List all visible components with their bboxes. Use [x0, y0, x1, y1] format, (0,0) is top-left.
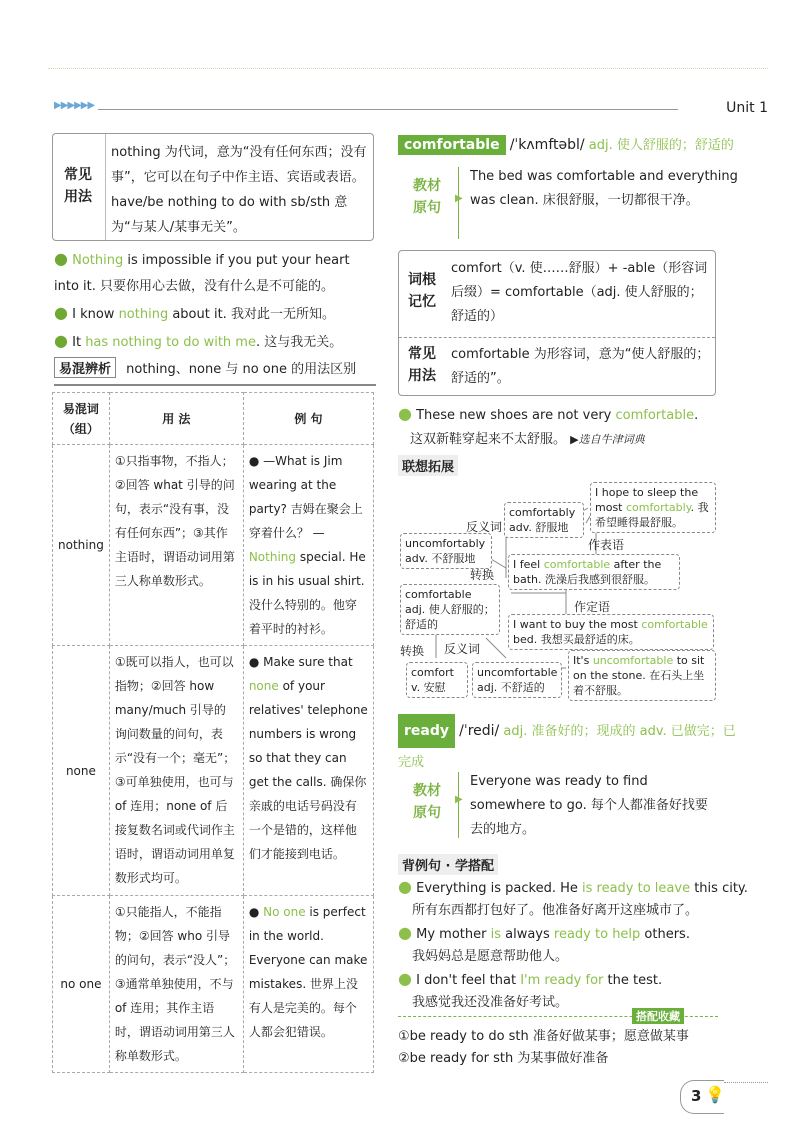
- assoc-example: It's uncomfortable to sit on the stone. 在石头上坐着不舒服。: [568, 650, 716, 701]
- compare-table-wrap: [52, 392, 374, 1073]
- table-example: ● —What is Jim wearing at the party? 吉姆在聚会上穿着什么？ —Nothing special. He is in his usual shirt. 没什么特别的。他穿着平时的衬衫。: [243, 445, 373, 646]
- pattern-item: ● I don't feel that I'm ready for the test.: [398, 969, 663, 988]
- node-comfort: comfort v. 安慰: [406, 662, 468, 698]
- source-sentence-1: [398, 163, 768, 243]
- usage-text-2: comfortable 为形容词，意为“使人舒服的；舒适的”。: [451, 347, 710, 386]
- node-uncomfortably: uncomfortably adv. 不舒服地: [400, 533, 492, 569]
- example-list: [54, 246, 376, 356]
- table-example: ● Make sure that none of your relatives' telephone numbers is wrong so that they can get the calls. 确保你亲戚的电话号码没有一个是错的，这样他们才能接到电话。: [243, 646, 373, 896]
- table-header-row: [53, 393, 374, 445]
- assoc-example: I hope to sleep the most comfortably. 我希望睡得最舒服。: [590, 482, 716, 533]
- definition: adj. 准备好的；现成的 adv. 已做完；已完成: [398, 724, 736, 770]
- triangle-icon: ▶: [455, 794, 463, 805]
- collocation-list: [398, 1026, 738, 1070]
- label-convert: 转换: [470, 568, 495, 582]
- pattern-cn: 我感觉我还没准备好考试。: [412, 995, 569, 1010]
- example-item: ● I know nothing about it. 我对此一无所知。: [54, 303, 335, 322]
- source-sentence-2: [398, 768, 768, 842]
- node-uncomfortable: uncomfortable adj. 不舒适的: [472, 662, 562, 698]
- page-header: [48, 100, 768, 120]
- node-comfortably: comfortably adv. 舒服地: [504, 502, 584, 538]
- lightbulb-icon: 💡: [705, 1085, 725, 1104]
- source-note: ▶选自牛津词典: [570, 433, 645, 446]
- phonetic: /ˈkʌmftəbl/: [509, 137, 585, 153]
- table-usage: ①只能指人，不能指物；②回答 who 引导的问句，表示“没人”；③通常单独使用，不与 of 连用；其作主语时，谓语动词用第三人称单数形式。: [109, 896, 243, 1073]
- assoc-tag: 联想拓展: [398, 455, 458, 476]
- label-convert: 转换: [400, 644, 425, 658]
- table-word: nothing: [53, 445, 110, 646]
- source-label: 教材原句: [413, 783, 441, 821]
- table-row: [53, 896, 374, 1073]
- arrow-decoration-icon: ▶▶▶▶▶▶: [54, 100, 95, 111]
- page-number: 3 💡: [680, 1080, 724, 1114]
- compare-table: [52, 392, 374, 1073]
- table-word: none: [53, 646, 110, 896]
- association-diagram: [396, 478, 768, 700]
- label-antonym: 反义词: [444, 642, 481, 656]
- assoc-example: I feel comfortable after the bath. 洗澡后我感到很舒服。: [508, 554, 680, 590]
- pattern-item: ● Everything is packed. He is ready to leave this city.: [398, 877, 748, 896]
- table-usage: ①只指事物，不指人；②回答 what 引导的问句，表示“没有事，没有任何东西”；③其作主语时，谓语动词用第三人称单数形式。: [109, 445, 243, 646]
- table-row: [53, 445, 374, 646]
- pattern-list: [398, 876, 768, 1014]
- root-text: comfort（v. 使……舒服）+ -able（形容词后缀）= comfortable（adj. 使人舒服的；舒适的）: [451, 261, 708, 324]
- pattern-tag: 背例句 · 学搭配: [398, 854, 498, 875]
- phonetic: /ˈredi/: [459, 723, 500, 739]
- source-text: Everyone was ready to find somewhere to go. 每个人都准备好找要去的地方。: [470, 774, 708, 837]
- node-center: comfortable adj. 使人舒服的；舒适的: [400, 584, 500, 635]
- example-item: ● Nothing is impossible if you put your heart into it. 只要你用心去做，没有什么是不可能的。: [54, 249, 350, 294]
- usage-label-2: 常见用法: [408, 346, 436, 384]
- headword: ready: [398, 714, 455, 748]
- usage-text: nothing 为代词，意为“没有任何东西；没有事”，它可以在句子中作主语、宾语或表语。have/be nothing to do with sb/sth 意为“与某人/某事无关”。: [111, 145, 367, 235]
- usage-box: [52, 133, 374, 241]
- table-word: no one: [53, 896, 110, 1073]
- table-usage: ①既可以指人，也可以指物；②回答 how many/much 引导的询问数量的问句，表示“没有一个；毫无”；③可单独使用，也可与 of 连用；none of 后接复数名词或代词作主语时，谓语动词用单复数形式均可。: [109, 646, 243, 896]
- label-attributive: 作定语: [574, 600, 611, 614]
- table-header: 例 句: [243, 393, 373, 445]
- label-antonym: 反义词: [466, 520, 503, 534]
- collect-tag: 搭配收藏: [632, 1008, 684, 1024]
- table-header: 用 法: [109, 393, 243, 445]
- usage-label: 常见用法: [64, 167, 92, 205]
- top-rule: [48, 68, 768, 69]
- table-row: [53, 646, 374, 896]
- table-header: 易混词（组）: [53, 393, 110, 445]
- triangle-icon: ▶: [455, 193, 463, 204]
- example-item: ● It has nothing to do with me. 这与我无关。: [54, 331, 343, 350]
- root-usage-box: [398, 250, 716, 396]
- assoc-example: I want to buy the most comfortable bed. 我想买最舒适的床。: [508, 614, 714, 650]
- collocation-item: ②be ready for sth 为某事做好准备: [398, 1051, 609, 1066]
- pattern-cn: 所有东西都打包好了。他准备好离开这座城市了。: [412, 903, 699, 918]
- source-text: The bed was comfortable and everything was clean. 床很舒服，一切都很干净。: [470, 169, 738, 208]
- collocation-item: ①be ready to do sth 准备好做某事；愿意做某事: [398, 1029, 689, 1044]
- pattern-cn: 我妈妈总是愿意帮助他人。: [412, 949, 569, 964]
- word-comfortable-head: [398, 134, 768, 155]
- source-label: 教材原句: [413, 178, 441, 216]
- bottom-rule: [724, 1082, 768, 1083]
- headword: comfortable: [398, 135, 506, 155]
- root-label: 词根记忆: [408, 272, 436, 310]
- unit-label: Unit 1: [726, 100, 768, 116]
- distinguish-header: [54, 357, 376, 386]
- distinguish-tag: 易混辨析: [54, 357, 116, 378]
- label-predicative: 作表语: [588, 538, 625, 552]
- definition: adj. 使人舒服的；舒适的: [588, 138, 734, 153]
- comfortable-example: ● These new shoes are not very comfortable. 这双新鞋穿起来不太舒服。 ▶选自牛津词典: [398, 404, 699, 447]
- table-example: ● No one is perfect in the world. Everyone can make mistakes. 世界上没有人是完美的。每个人都会犯错误。: [243, 896, 373, 1073]
- pattern-item: ● My mother is always ready to help others.: [398, 923, 690, 942]
- distinguish-title: nothing、none 与 no one 的用法区别: [126, 362, 357, 377]
